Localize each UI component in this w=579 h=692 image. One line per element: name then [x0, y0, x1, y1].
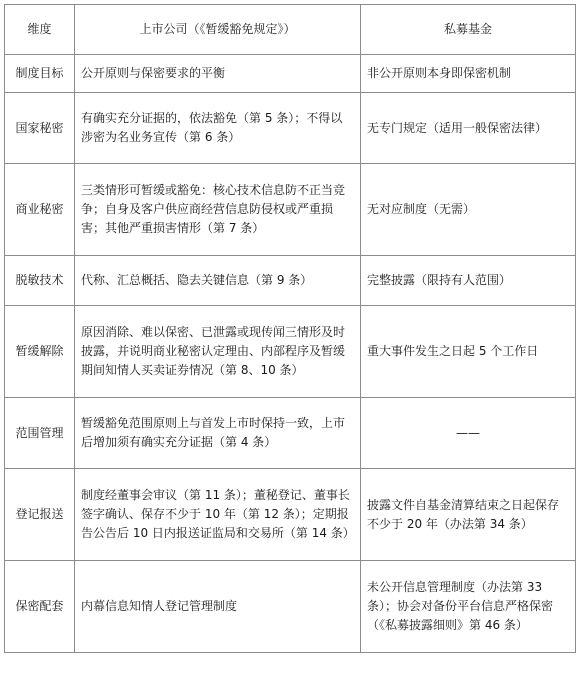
comparison-table	[4, 4, 576, 653]
row-private-cell: ——	[361, 398, 576, 469]
row-dimension: 脱敏技术	[5, 256, 75, 306]
row-private-cell: 完整披露（限持有人范围）	[361, 256, 576, 306]
row-dimension: 制度目标	[5, 55, 75, 93]
row-dimension: 范围管理	[5, 398, 75, 469]
header-private-fund: 私募基金	[361, 5, 576, 55]
table-row	[5, 469, 576, 561]
header-row	[5, 5, 576, 55]
row-listed-cell: 公开原则与保密要求的平衡	[75, 55, 361, 93]
row-listed-cell: 原因消除、难以保密、已泄露或现传闻三情形及时披露，并说明商业秘密认定理由、内部程序及暂缓期间知情人买卖证券情况（第 8、10 条）	[75, 306, 361, 398]
row-listed-cell: 三类情形可暂缓或豁免：核心技术信息防不正当竞争；自身及客户供应商经营信息防侵权或严重损害；其他严重损害情形（第 7 条）	[75, 164, 361, 256]
table-row	[5, 561, 576, 653]
row-private-cell: 未公开信息管理制度（办法第 33 条）；协会对备份平台信息严格保密（《私募披露细则》第 46 条）	[361, 561, 576, 653]
table-row	[5, 398, 576, 469]
row-dimension: 暂缓解除	[5, 306, 75, 398]
header-listed-company: 上市公司（《暂缓豁免规定》）	[75, 5, 361, 55]
header-dimension: 维度	[5, 5, 75, 55]
table-row	[5, 93, 576, 164]
row-private-cell: 披露文件自基金清算结束之日起保存不少于 20 年（办法第 34 条）	[361, 469, 576, 561]
row-listed-cell: 有确实充分证据的，依法豁免（第 5 条）；不得以涉密为名业务宣传（第 6 条）	[75, 93, 361, 164]
row-private-cell: 无对应制度（无需）	[361, 164, 576, 256]
row-listed-cell: 内幕信息知情人登记管理制度	[75, 561, 361, 653]
row-private-cell: 无专门规定（适用一般保密法律）	[361, 93, 576, 164]
row-dimension: 国家秘密	[5, 93, 75, 164]
row-listed-cell: 暂缓豁免范围原则上与首发上市时保持一致，上市后增加须有确实充分证据（第 4 条）	[75, 398, 361, 469]
table-row	[5, 306, 576, 398]
table-row	[5, 164, 576, 256]
row-dimension: 保密配套	[5, 561, 75, 653]
row-private-cell: 非公开原则本身即保密机制	[361, 55, 576, 93]
table-row	[5, 256, 576, 306]
row-private-cell: 重大事件发生之日起 5 个工作日	[361, 306, 576, 398]
row-listed-cell: 代称、汇总概括、隐去关键信息（第 9 条）	[75, 256, 361, 306]
row-dimension: 登记报送	[5, 469, 75, 561]
row-listed-cell: 制度经董事会审议（第 11 条）；董秘登记、董事长签字确认、保存不少于 10 年（第 12 条）；定期报告公告后 10 日内报送证监局和交易所（第 14 条）	[75, 469, 361, 561]
table-row	[5, 55, 576, 93]
row-dimension: 商业秘密	[5, 164, 75, 256]
